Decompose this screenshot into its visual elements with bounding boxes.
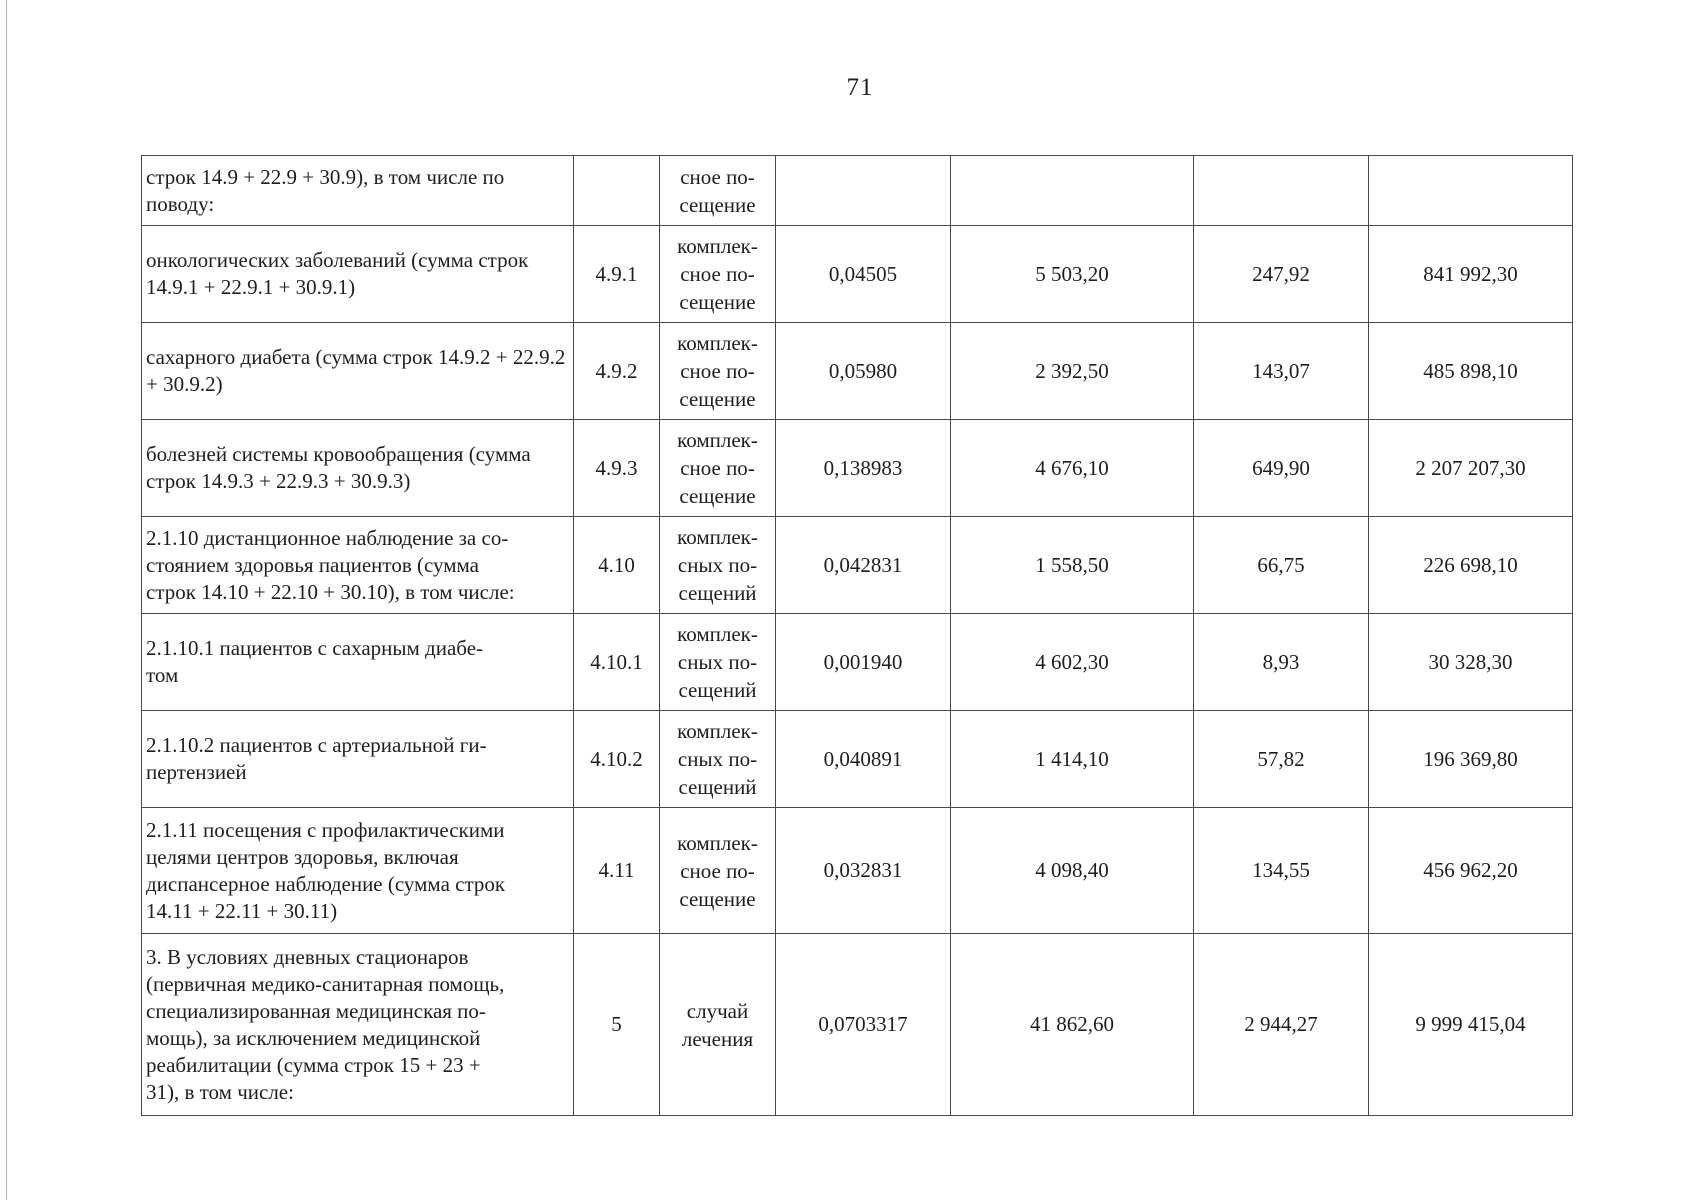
row-cost-cell: 1 558,50 [951,517,1194,614]
row-normative-cell: 0,04505 [776,226,951,323]
row-name-cell: онкологических заболеваний (сумма строк 14.9.1 + 22.9.1 + 30.9.1) [142,226,574,323]
row-total-cell: 2 207 207,30 [1369,420,1573,517]
row-per-capita-cell: 8,93 [1194,614,1369,711]
row-unit-cell: комплек- сное по- сещение [660,323,776,420]
row-name-cell: строк 14.9 + 22.9 + 30.9), в том числе по поводу: [142,156,574,226]
table-row [142,517,1573,614]
table-row [142,420,1573,517]
row-name-cell: болезней системы кровообращения (сумма строк 14.9.3 + 22.9.3 + 30.9.3) [142,420,574,517]
row-per-capita-cell: 66,75 [1194,517,1369,614]
row-total-cell: 485 898,10 [1369,323,1573,420]
row-per-capita-cell: 143,07 [1194,323,1369,420]
row-unit-cell: сное по- сещение [660,156,776,226]
row-code-cell: 4.9.1 [574,226,660,323]
row-per-capita-cell: 649,90 [1194,420,1369,517]
row-unit-cell: комплек- сное по- сещение [660,420,776,517]
row-code-cell: 4.9.2 [574,323,660,420]
row-cost-cell: 2 392,50 [951,323,1194,420]
row-unit-cell: комплек- сных по- сещений [660,517,776,614]
row-total-cell: 226 698,10 [1369,517,1573,614]
row-per-capita-cell: 57,82 [1194,711,1369,808]
row-cost-cell: 4 098,40 [951,808,1194,934]
row-total-cell: 841 992,30 [1369,226,1573,323]
row-cost-cell: 41 862,60 [951,934,1194,1116]
row-normative-cell: 0,032831 [776,808,951,934]
scan-edge-line [6,0,7,1200]
row-name-cell: 2.1.10.2 пациентов с артериальной ги- пертензией [142,711,574,808]
row-normative-cell: 0,001940 [776,614,951,711]
row-unit-cell: случай лечения [660,934,776,1116]
row-cost-cell [951,156,1194,226]
row-cost-cell: 4 602,30 [951,614,1194,711]
row-per-capita-cell: 134,55 [1194,808,1369,934]
row-code-cell [574,156,660,226]
row-per-capita-cell [1194,156,1369,226]
row-code-cell: 4.10 [574,517,660,614]
row-cost-cell: 1 414,10 [951,711,1194,808]
row-code-cell: 4.11 [574,808,660,934]
row-name-cell: 2.1.10 дистанционное наблюдение за со- стоянием здоровья пациентов (сумма строк 14.10 + 22.10 + 30.10), в том числе: [142,517,574,614]
row-unit-cell: комплек- сное по- сещение [660,226,776,323]
row-unit-cell: комплек- сное по- сещение [660,808,776,934]
table-row [142,226,1573,323]
row-per-capita-cell: 2 944,27 [1194,934,1369,1116]
row-name-cell: сахарного диабета (сумма строк 14.9.2 + 22.9.2 + 30.9.2) [142,323,574,420]
row-unit-cell: комплек- сных по- сещений [660,711,776,808]
row-code-cell: 4.10.1 [574,614,660,711]
table-row [142,934,1573,1116]
row-name-cell: 3. В условиях дневных стационаров (первичная медико-санитарная помощь, специализированная медицинская по- мощь), за исключением медицинской реабилитации (сумма строк 15 + 23 + 31), в том числе: [142,934,574,1116]
row-per-capita-cell: 247,92 [1194,226,1369,323]
row-cost-cell: 5 503,20 [951,226,1194,323]
row-normative-cell [776,156,951,226]
page-number: 71 [846,74,874,101]
row-name-cell: 2.1.11 посещения с профилактическими целями центров здоровья, включая диспансерное наблюдение (сумма строк 14.11 + 22.11 + 30.11) [142,808,574,934]
row-normative-cell: 0,040891 [776,711,951,808]
row-total-cell [1369,156,1573,226]
row-name-cell: 2.1.10.1 пациентов с сахарным диабе- том [142,614,574,711]
table-row [142,323,1573,420]
row-total-cell: 456 962,20 [1369,808,1573,934]
row-code-cell: 4.10.2 [574,711,660,808]
row-normative-cell: 0,042831 [776,517,951,614]
row-code-cell: 4.9.3 [574,420,660,517]
row-cost-cell: 4 676,10 [951,420,1194,517]
row-unit-cell: комплек- сных по- сещений [660,614,776,711]
row-normative-cell: 0,0703317 [776,934,951,1116]
row-total-cell: 9 999 415,04 [1369,934,1573,1116]
row-normative-cell: 0,138983 [776,420,951,517]
table-row [142,156,1573,226]
data-table [141,155,1573,1116]
table-row [142,808,1573,934]
table-row [142,711,1573,808]
row-normative-cell: 0,05980 [776,323,951,420]
table-row [142,614,1573,711]
row-code-cell: 5 [574,934,660,1116]
row-total-cell: 196 369,80 [1369,711,1573,808]
row-total-cell: 30 328,30 [1369,614,1573,711]
